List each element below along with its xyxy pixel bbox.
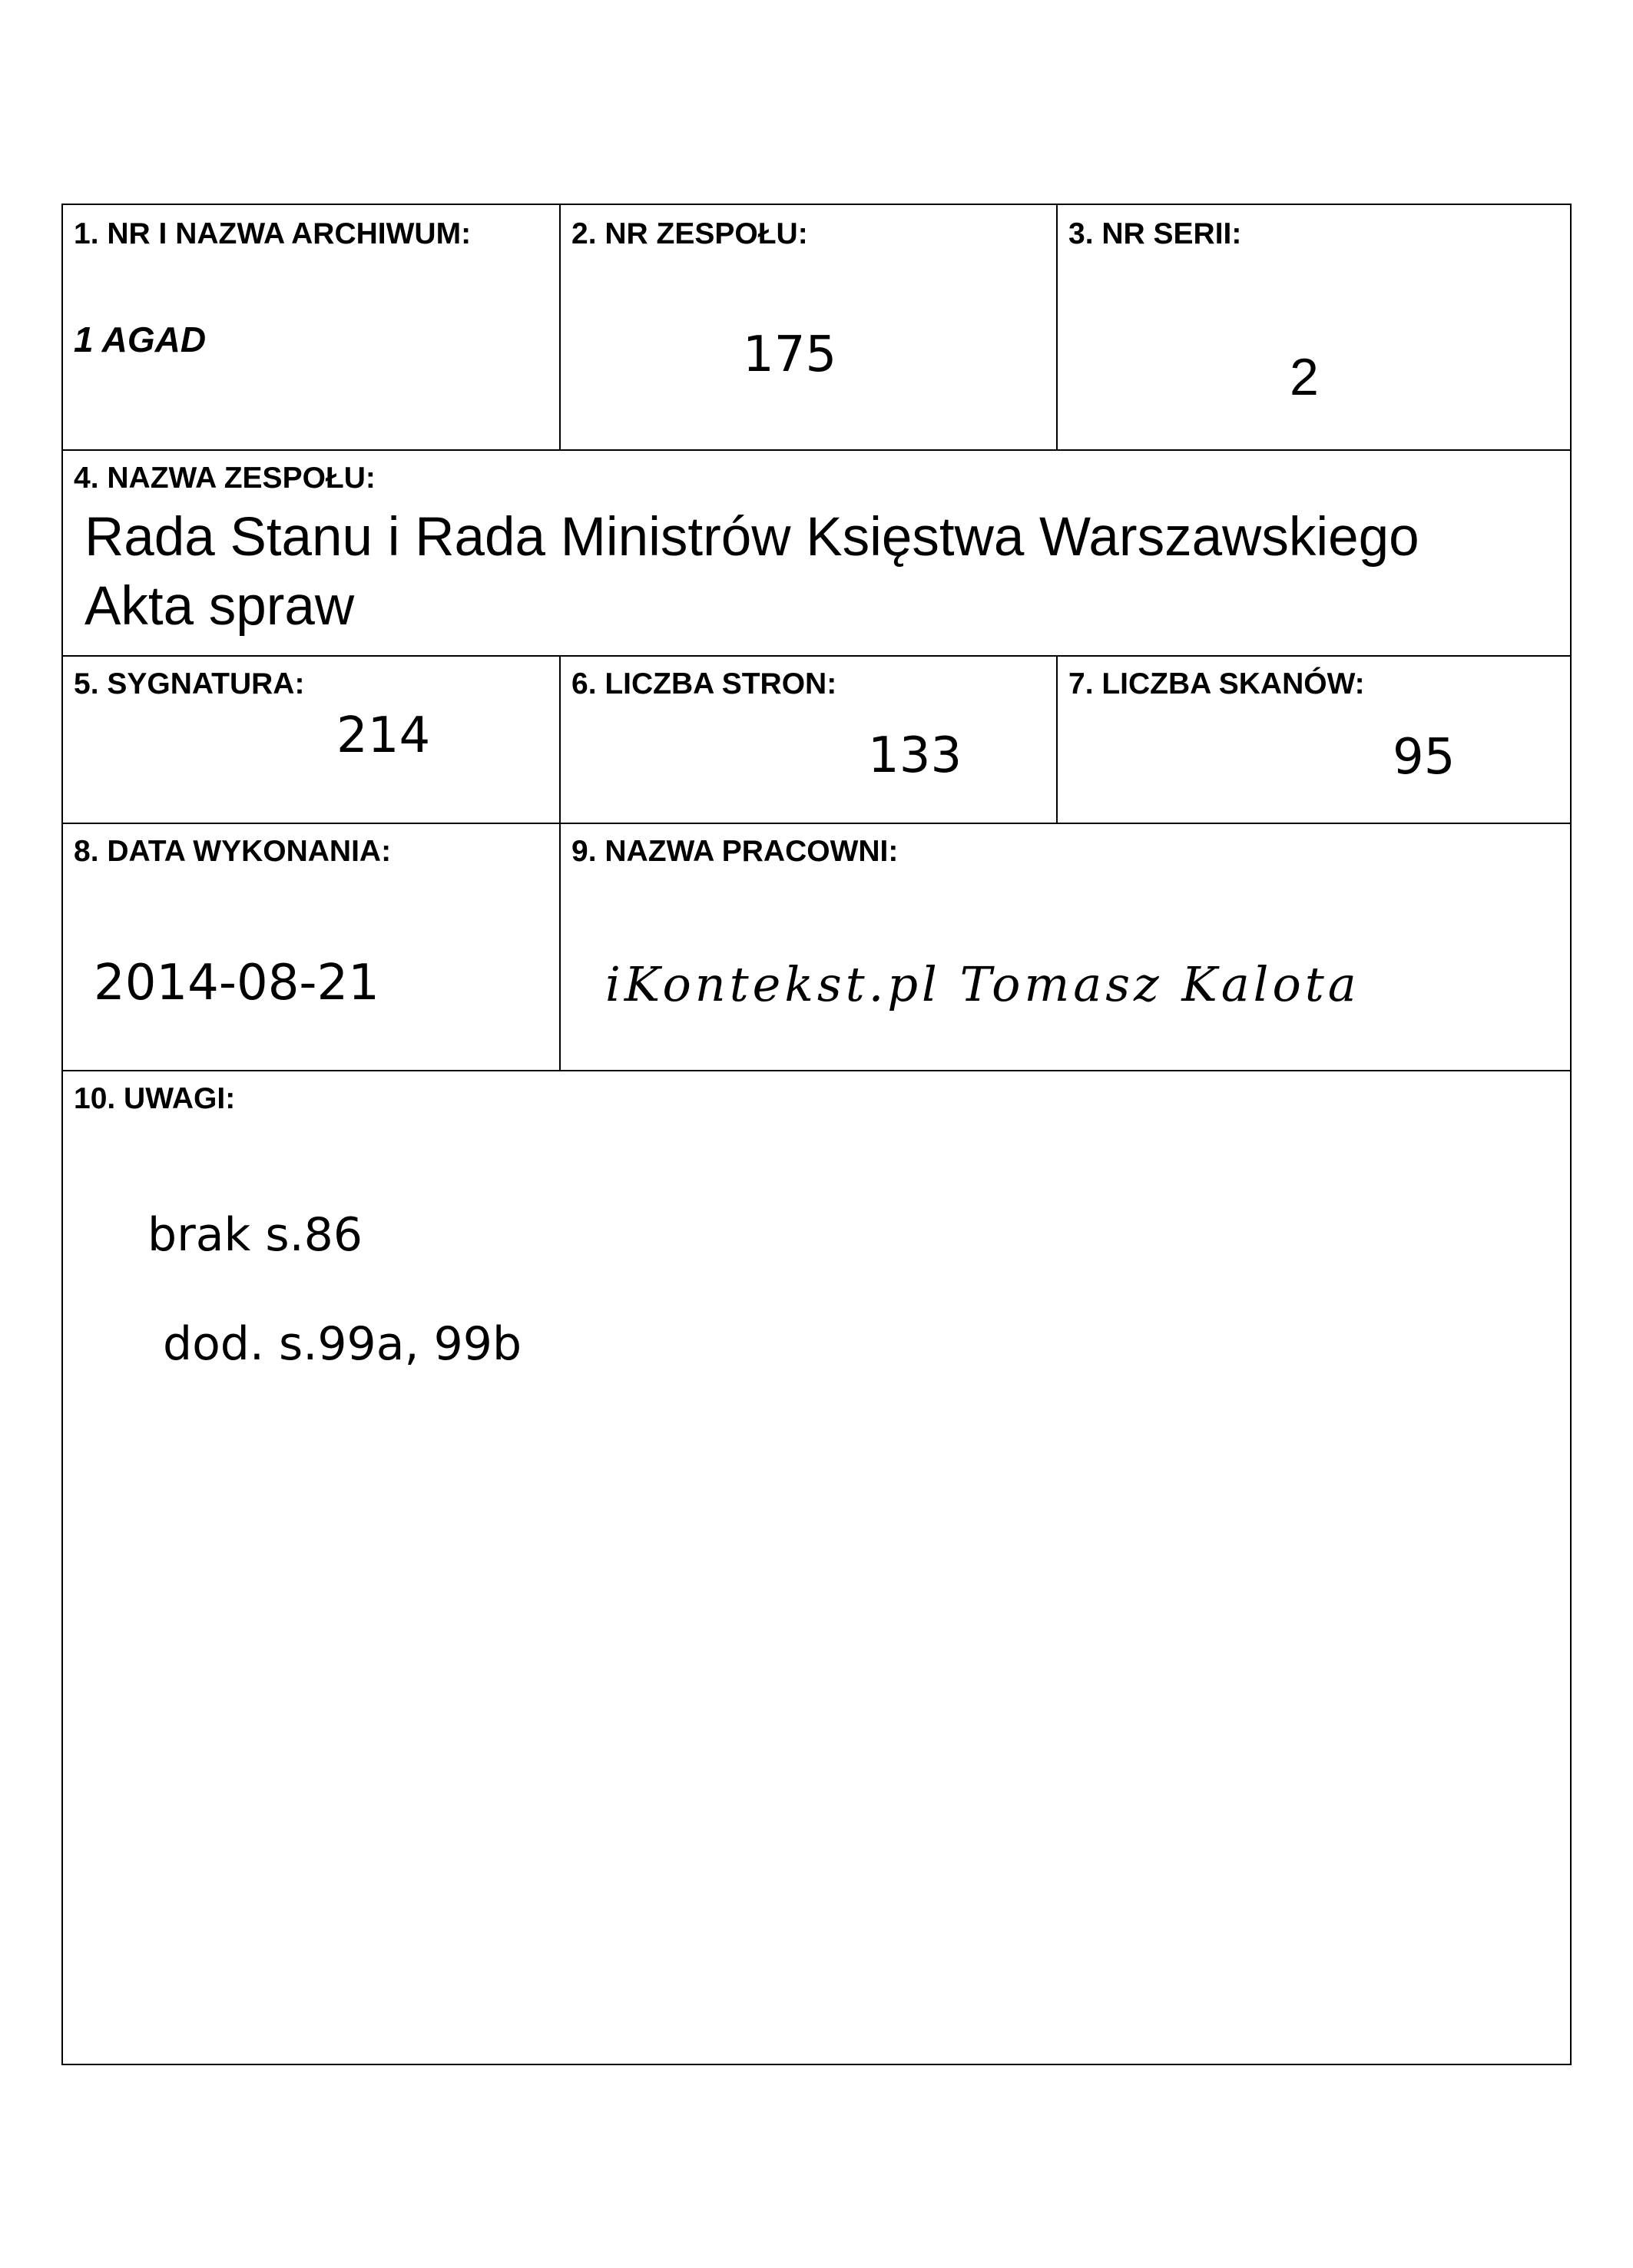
- date-label: 8. DATA WYKONANIA:: [74, 835, 392, 868]
- fonds-name-line: Akta spraw: [84, 576, 355, 637]
- fonds-name-line: Rada Stanu i Rada Ministrów Księstwa Warszawskiego: [84, 507, 1419, 568]
- series-number-value: 2: [1290, 348, 1319, 406]
- remarks-line: dod. s.99a, 99b: [163, 1317, 522, 1371]
- page-count-label: 6. LICZBA STRON:: [571, 667, 837, 700]
- fonds-name-label: 4. NAZWA ZESPOŁU:: [74, 462, 376, 495]
- workshop-label: 9. NAZWA PRACOWNI:: [571, 835, 899, 868]
- fonds-name-cell: [63, 451, 1570, 655]
- remarks-cell: [63, 1071, 1570, 2064]
- workshop-cell: [559, 824, 1570, 1070]
- archive-cell: [63, 205, 559, 449]
- scan-count-cell: [1056, 657, 1570, 823]
- signature-value: 214: [336, 707, 431, 764]
- scan-count-value: 95: [1393, 729, 1456, 786]
- date-value: 2014-08-21: [94, 955, 379, 1011]
- page-count-cell: [559, 657, 1056, 823]
- series-number-cell: [1056, 205, 1570, 449]
- fonds-number-cell: [559, 205, 1056, 449]
- scan-count-label: 7. LICZBA SKANÓW:: [1068, 667, 1365, 700]
- row-identifiers: [63, 205, 1570, 451]
- workshop-value: iKontekst.pl Tomasz Kalota: [605, 956, 1360, 1012]
- page-count-value: 133: [868, 727, 962, 784]
- series-number-label: 3. NR SERII:: [1068, 217, 1242, 250]
- archive-label: 1. NR I NAZWA ARCHIWUM:: [74, 217, 472, 250]
- row-counts: [63, 657, 1570, 824]
- signature-cell: [63, 657, 559, 823]
- signature-label: 5. SYGNATURA:: [74, 667, 305, 700]
- row-date-workshop: [63, 824, 1570, 1071]
- row-fonds-name: [63, 451, 1570, 657]
- fonds-number-label: 2. NR ZESPOŁU:: [571, 217, 808, 250]
- row-remarks: [63, 1071, 1570, 2064]
- remarks-label: 10. UWAGI:: [74, 1082, 236, 1115]
- archive-value: 1 AGAD: [74, 320, 207, 359]
- remarks-line: brak s.86: [147, 1208, 363, 1262]
- fonds-number-value: 175: [743, 326, 837, 383]
- date-cell: [63, 824, 559, 1070]
- archive-metadata-form: [61, 204, 1572, 2065]
